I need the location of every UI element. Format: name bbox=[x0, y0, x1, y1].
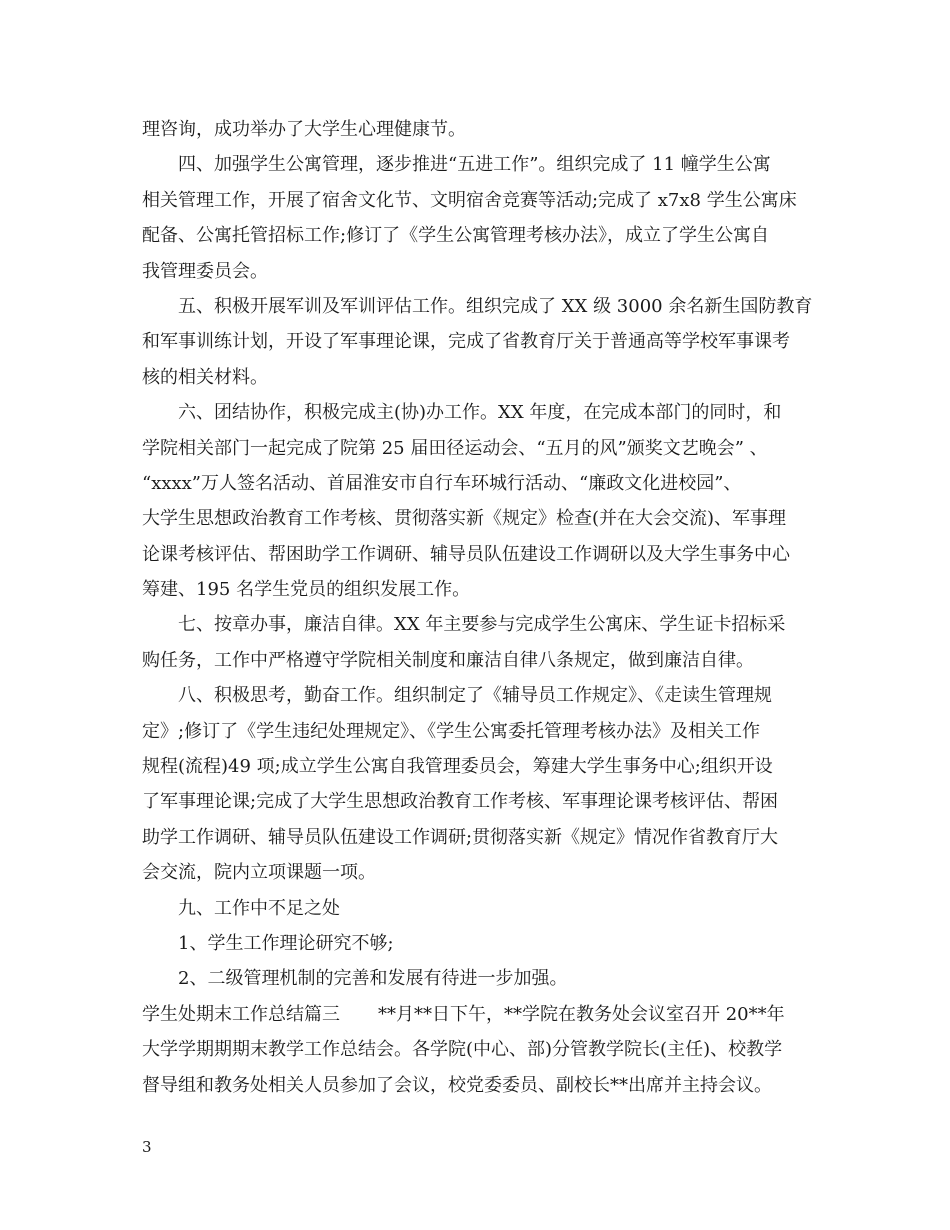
text-line: 学院相关部门一起完成了院第 25 届田径运动会、“五月的风”颁奖文艺晚会” 、 bbox=[142, 437, 768, 459]
text-line: 了军事理论课;完成了大学生思想政治教育工作考核、军事理论课考核评估、帮困 bbox=[142, 791, 779, 813]
section-first-line: **月**日下午，**学院在教务处会议室召开 20**年 bbox=[378, 1003, 785, 1025]
section-heading-line bbox=[142, 997, 814, 1032]
page-number: 3 bbox=[142, 1138, 152, 1156]
section-title: 学生处期末工作总结篇三 bbox=[142, 1003, 340, 1025]
paragraph-6-start: 六、团结协作，积极完成主(协)办工作。XX 年度，在完成本部门的同时，和 bbox=[178, 402, 782, 424]
text-line: 督导组和教务处相关人员参加了会议，校党委委员、副校长**出席并主持会议。 bbox=[142, 1074, 772, 1096]
list-item: 1、学生工作理论研究不够; bbox=[178, 932, 394, 954]
paragraph-8-start: 八、积极思考，勤奋工作。组织制定了《辅导员工作规定》、《走读生管理规 bbox=[178, 685, 772, 707]
text-line: 助学工作调研、辅导员队伍建设工作调研;贯彻落实新《规定》情况作省教育厅大 bbox=[142, 826, 779, 848]
text-line: 核的相关材料。 bbox=[142, 366, 268, 388]
text-line: “xxxx”万人签名活动、首届淮安市自行车环城行活动、“廉政文化进校园”、 bbox=[142, 472, 742, 494]
text-line: 筹建、195 名学生党员的组织发展工作。 bbox=[142, 579, 471, 601]
text-line: 大学生思想政治教育工作考核、贯彻落实新《规定》检查(并在大会交流)、军事理 bbox=[142, 508, 787, 530]
text-line: 购任务，工作中严格遵守学院相关制度和廉洁自律八条规定，做到廉洁自律。 bbox=[142, 649, 754, 671]
text-line: 会交流，院内立项课题一项。 bbox=[142, 862, 376, 884]
paragraph-5-start: 五、积极开展军训及军训评估工作。组织完成了 XX 级 3000 余名新生国防教育 bbox=[178, 295, 813, 317]
text-line: 论课考核评估、帮困助学工作调研、辅导员队伍建设工作调研以及大学生事务中心 bbox=[142, 543, 790, 565]
paragraph-7-start: 七、按章办事，廉洁自律。XX 年主要参与完成学生公寓床、学生证卡招标采 bbox=[178, 614, 786, 636]
text-line: 配备、公寓托管招标工作;修订了《学生公寓管理考核办法》，成立了学生公寓自 bbox=[142, 225, 770, 247]
list-item: 2、二级管理机制的完善和发展有待进一步加强。 bbox=[178, 968, 568, 990]
text-line: 规程(流程)49 项;成立学生公寓自我管理委员会，筹建大学生事务中心;组织开设 bbox=[142, 756, 773, 778]
paragraph-9-heading: 九、工作中不足之处 bbox=[178, 897, 340, 919]
text-line: 相关管理工作，开展了宿舍文化节、文明宿舍竞赛等活动;完成了 x7x8 学生公寓床 bbox=[142, 189, 797, 211]
text-line: 和军事训练计划，开设了军事理论课，完成了省教育厅关于普通高等学校军事课考 bbox=[142, 331, 790, 353]
text-line: 理咨询，成功举办了大学生心理健康节。 bbox=[142, 119, 466, 140]
document-body bbox=[142, 112, 814, 1103]
text-line: 定》;修订了《学生违纪处理规定》、《学生公寓委托管理考核办法》及相关工作 bbox=[142, 720, 761, 742]
text-line: 我管理委员会。 bbox=[142, 260, 268, 282]
text-line: 大学学期期期末教学工作总结会。各学院(中心、部)分管教学院长(主任)、校教学 bbox=[142, 1039, 783, 1061]
paragraph-4-start: 四、加强学生公寓管理，逐步推进“五进工作”。组织完成了 11 幢学生公寓 bbox=[178, 154, 771, 176]
